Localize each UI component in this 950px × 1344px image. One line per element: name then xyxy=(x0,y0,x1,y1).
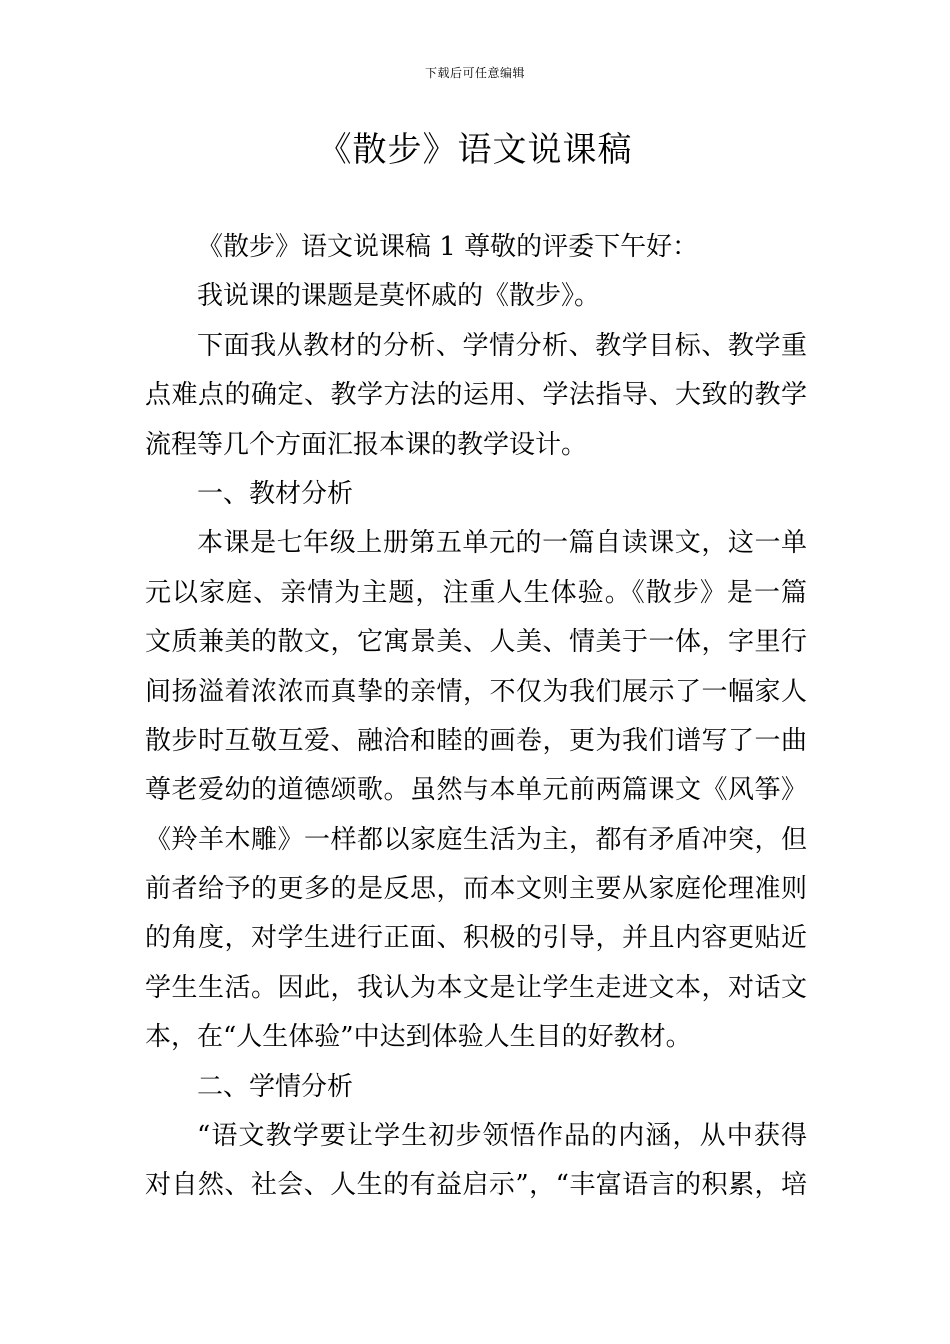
text-line: 《羚羊木雕》一样都以家庭生活为主，都有矛盾冲突，但 xyxy=(145,824,807,855)
text-line: 下面我从教材的分析、学情分析、教学目标、教学重 xyxy=(197,330,807,361)
document-title: 《散步》语文说课稿 xyxy=(317,130,633,170)
text-line: 流程等几个方面汇报本课的教学设计。 xyxy=(145,429,588,460)
text-line: 二、学情分析 xyxy=(197,1071,354,1102)
text-line: 点难点的确定、教学方法的运用、学法指导、大致的教学 xyxy=(145,380,807,411)
header-note: 下载后可任意编辑 xyxy=(424,66,525,80)
text-line: 本，在“人生体验”中达到体验人生目的好教材。 xyxy=(145,1022,692,1053)
text-line: 元以家庭、亲情为主题，注重人生体验。《散步》是一篇 xyxy=(145,577,807,608)
text-line: 学生生活。因此，我认为本文是让学生走进文本，对话文 xyxy=(145,972,807,1003)
text-line: 我说课的课题是莫怀戚的《散步》。 xyxy=(197,281,601,312)
text-line: 散步时互敬互爱、融洽和睦的画卷，更为我们谱写了一曲 xyxy=(145,725,807,756)
text-line: 一、教材分析 xyxy=(197,478,354,509)
text-line: “语文教学要让学生初步领悟作品的内涵，从中获得 xyxy=(197,1121,807,1152)
text-line: 对自然、社会、人生的有益启示”，“丰富语言的积累，培 xyxy=(145,1170,807,1201)
text-line: 文质兼美的散文，它寓景美、人美、情美于一体，字里行 xyxy=(145,627,807,658)
text-line: 本课是七年级上册第五单元的一篇自读课文，这一单 xyxy=(197,528,807,559)
text-line: 尊老爱幼的道德颂歌。虽然与本单元前两篇课文《风筝》 xyxy=(145,775,807,806)
text-line: 《散步》语文说课稿 1 尊敬的评委下午好： xyxy=(197,232,699,262)
text-line: 前者给予的更多的是反思，而本文则主要从家庭伦理准则 xyxy=(145,874,807,905)
text-line: 间扬溢着浓浓而真挚的亲情，不仅为我们展示了一幅家人 xyxy=(145,676,807,707)
text-line: 的角度，对学生进行正面、积极的引导，并且内容更贴近 xyxy=(145,923,807,954)
document-body xyxy=(145,223,807,1211)
